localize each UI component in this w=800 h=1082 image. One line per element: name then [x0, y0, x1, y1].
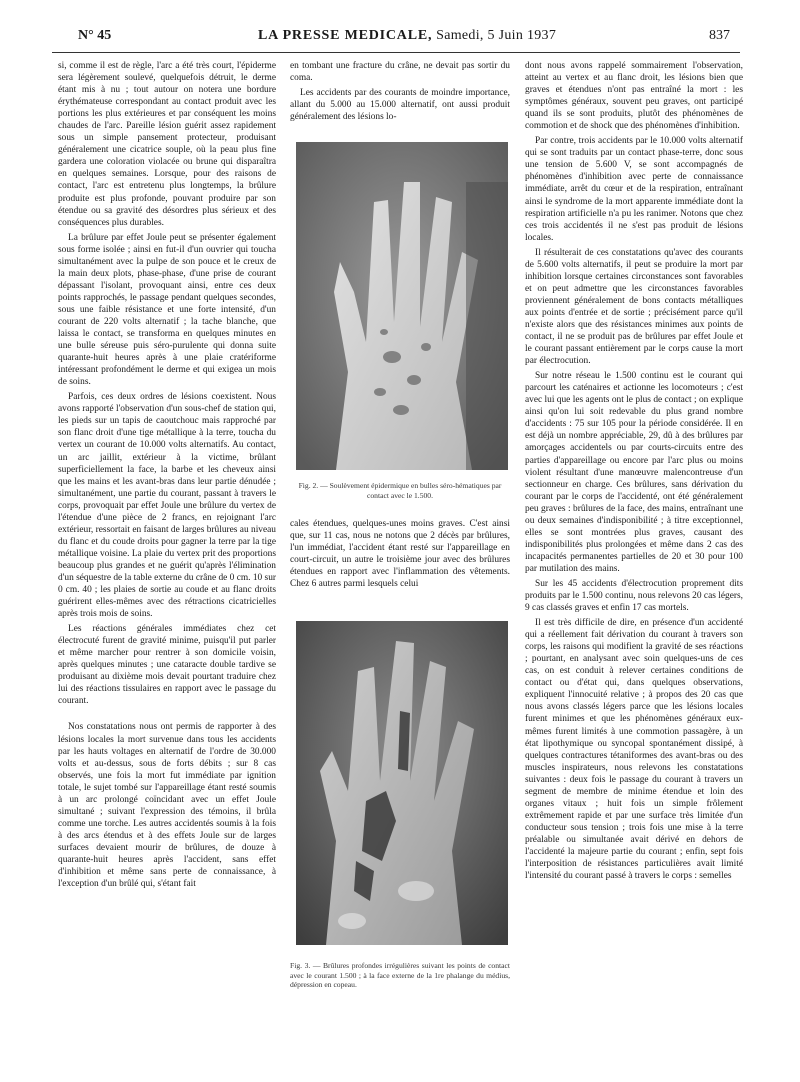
paragraph: Les accidents par des courants de moindre importance, allant du 5.000 au 15.000 alternatif, ont aussi produit généralement des lésions lo- [290, 88, 510, 123]
paragraph: Parfois, ces deux ordres de lésions coexistent. Nous avons rapporté l'observation d'un sous-chef de station qui, les pieds sur un tapis de caoutchouc mais rapproché par son flanc droit d'une tige métallique à la terre, toucha du vertex un courant de 10.000 volts alternatifs. Au contact, un arc jaillit, extérieur à la victime, brûlant superficiellement la face, la barbe et les cheveux ainsi que les mains et les avant-bras dans leur partie dénudée ; simultanément, une partie du courant, passant à travers le corps, provoquait par effet Joule une brûlure du vertex de l'étendue d'une pièce de 2 francs, en rejoignant l'arc extérieur, ressortait en faisant de larges brûlures au niveau du flanc et du coude droits pour gagner la terre par la tige métallique voisine. La plaie du vertex prit des proportions beaucoup plus grandes et ne guérit qu'après l'élimination d'un séquestre de la table externe du crâne de 0 cm. 10 sur 0 cm. 40 ; les plaies de sortie au coude et au flanc droits guérirent elles-mêmes avec des rétractions cicatricielles après trois mois de soins. [58, 392, 277, 620]
issue-date: Samedi, 5 Juin 1937 [436, 28, 557, 43]
hand-burns-image [296, 621, 508, 945]
issue-number: N° 45 [78, 28, 112, 43]
header-rule [52, 52, 740, 53]
paragraph: dont nous avons rappelé sommairement l'observation, atteint au vertex et au flanc droit, les lésions bien que graves et étendues n'ont pas entraîné la mort : les symptômes généraux, souvent peu graves, ont participé quand ils se sont produits, plutôt des phénomènes de commotion et de shock que des phénomènes d'inhibition. [525, 61, 743, 132]
paragraph: Sur notre réseau le 1.500 continu est le courant qui parcourt les caténaires et actionne les locomoteurs ; c'est avec lui que les agents ont le plus de contact ; on explique ainsi qu'on lui soit redevable du plus grand nombre d'accidents : 75 sur 105 pour la période considérée. Il en est déjà un nombre appréciable, 29, dû à des brûlures par amorçages accidentels ou par courts-circuits entre des parties d'appareillage ou encore par l'arc plus ou moins violent résultant d'une manœuvre malencontreuse d'un sectionneur en charge. Ces brûlures, sans dérivation du courant par le corps de l'accidenté, ont été généralement peu graves : brûlures de la face, des mains, entraînant une ou deux semaines d'indisponibilité ; à titre exceptionnel, elles se sont montrées plus graves, causant des indisponibilités plus prolongées et même dans 2 cas des incapacités permanentes partielles de 20 et 30 pour 100 par mutilation des mains. [525, 371, 743, 574]
figure-2-photo [296, 142, 508, 470]
figure-3-photo [296, 621, 508, 945]
page-header [78, 28, 730, 50]
hand-blisters-image [296, 142, 508, 470]
journal-title-line [258, 28, 556, 44]
column-middle-mid [290, 518, 510, 618]
figure-3-caption: Fig. 3. — Brûlures profondes irrégulières suivant les points de contact avec le courant 1.500 ; à la face externe de la 1re phalange du médius, dépression en copeau. [290, 961, 510, 990]
paragraph: en tombant une fracture du crâne, ne devait pas sortir du coma. [290, 61, 510, 84]
figure-2-caption: Fig. 2. — Soulèvement épidermique en bulles séro-hématiques par contact avec le 1.500. [298, 481, 502, 500]
paragraph: si, comme il est de règle, l'arc a été très court, l'épiderme sera légèrement soulevé, quelquefois détruit, le derme étant mis à nu ; tout autour on notera une bordure érythémateuse correspondant au contact produit avec les portions les plus extérieures et par conséquent les moins chaudes de l'arc. Pareille lésion guérit assez rapidement sous un simple pansement protecteur, produisant généralement une cicatrice souple, où la peau plus fine gardera une coloration violacée ou brune qui disparaîtra en quelques semaines. Lorsque, pour des raisons de contact, l'arc est entretenu plus longtemps, la brûlure produite est plus profonde, pouvant produire par son étendue ou sa gravité des désordres plus sérieux et des conséquences plus durables. [58, 61, 276, 228]
column-right [525, 60, 743, 1072]
column-middle-top [290, 60, 510, 126]
column-left [58, 60, 276, 1060]
paragraph: Il est très difficile de dire, en présence d'un accidenté qui a réellement fait dérivation du courant à travers son corps, les raisons qui modifient la gravité de ses réactions ; pourtant, en analysant avec soin quelques-uns de ces cas, on est conduit à relever certaines conditions de contact ou d'état qui, dans quelques observations, expliquent l'innocuité relative ; à propos des 20 cas que nous avons classés légers parce que les lésions locales furent minimes et que les phénomènes généraux eux-mêmes furent limités à une commotion passagère, à un état lipothymique ou syncopal spontanément dissipé, à quelques contractures tétaniformes des avant-bras ou des muscles inspirateurs, nous relevons les constatations suivantes : deux fois le passage du courant à travers un segment de membre de minime étendue et loin des organes vitaux ; huit fois un simple frôlement extrêmement rapide et par une surface très limitée d'un conducteur sous tension ; trois fois une mise à la terre préalable ou simultanée avait dérivé en dehors de l'accidenté la majeure partie du courant ; enfin, sept fois l'interposition de résistances particulières avait limité l'intensité du courant passé à travers le corps : semelles [525, 618, 743, 882]
paragraph: La brûlure par effet Joule peut se présenter également sous forme isolée ; ainsi en fut-il d'un ouvrier qui toucha simultanément avec la pulpe de son pouce et le creux de la main deux plots, phase-phase, d'une prise de courant dépassant l'isolant, provoquant ainsi, entre ces deux points rapprochés, le passage pendant quelques secondes, sous une faible résistance et une forte intensité, d'un courant de 220 volts alternatif ; la tache blanche, que laissa le contact, se transforma en quelques minutes en une bulle séreuse puis séro-purulente qui donna suite quarante-huit heures après à une plaie cratériforme intéressant profondément le derme et qui exigea un mois de soins. [58, 232, 276, 388]
paragraph: Nos constatations nous ont permis de rapporter à des lésions locales la mort survenue dans tous les accidents par les hauts voltages en alternatif de l'ordre de 30.000 volts et au-dessus, sous de forts débits ; sur 8 cas observés, une fois la mort fut immédiate par ignition totale, le sujet tombé sur l'appareillage étant resté soumis à un arc prolongé coïncidant avec un effet Joule simultané ; suivant l'expression des témoins, il brûla comme une torche. Les autres accidentés soumis à la fois à des arcs étendus et à des effets Joule sur de larges surfaces devaient mourir de brûlures, de douze à quarante-huit heures après l'accident, sans effet d'inhibition et même sans perte de connaissance, à l'exception d'un brûlé qui, s'étant fait [58, 722, 276, 890]
paragraph: Sur les 45 accidents d'électrocution proprement dits produits par le 1.500 continu, nous relevons 20 cas légers, 9 cas classés graves et enfin 17 cas mortels. [525, 578, 743, 614]
paragraph: Par contre, trois accidents par le 10.000 volts alternatif qui se sont traduits par un contact phase-terre, donc sous une tension de 5.600 V, se sont accompagnés de phénomènes d'inhibition avec perte de connaissance immédiate, arrêt du cœur et de la respiration, entraînant ainsi le syndrome de la mort apparente immédiate dont la respiration artificielle n'a pu les ranimer. Notons que chez ces trois accidentés il ne s'est pas produit de lésions locales. [525, 136, 743, 243]
paragraph: Les réactions générales immédiates chez cet électrocuté furent de gravité minime, puisqu'il put parler et même marcher pour rentrer à son domicile voisin, après quelques minutes ; une cataracte double tardive se produisant au dixième mois devait pourtant traduire chez lui des réactions tissulaires en rapport avec le passage du courant. [58, 624, 276, 707]
paragraph: cales étendues, quelques-unes moins graves. C'est ainsi que, sur 11 cas, nous ne notons que 2 décès par brûlures, l'un immédiat, l'accident étant resté sur l'appareillage en court-circuit, un autre le troisième jour avec des brûlures étendues en rapport avec l'inflammation des vêtements. Chez 6 autres parmi lesquels celui [290, 519, 510, 590]
paragraph: Il résulterait de ces constatations qu'avec des courants de 5.600 volts alternatifs, il peut se produire la mort par inhibition lorsque certaines circonstances sont favorables et on peut admettre que les circonstances favorables proviennent généralement de bons contacts métalliques aux points d'entrée et de sortie ; précisément parce qu'il n'existe alors que des résistances minimes aux points de contact, il ne se produit pas de brûlures par effet Joule et le courant passant entièrement par le corps cause la mort par électrocution. [525, 247, 743, 367]
journal-title: LA PRESSE MEDICALE, [258, 28, 433, 43]
page-number: 837 [709, 28, 730, 43]
